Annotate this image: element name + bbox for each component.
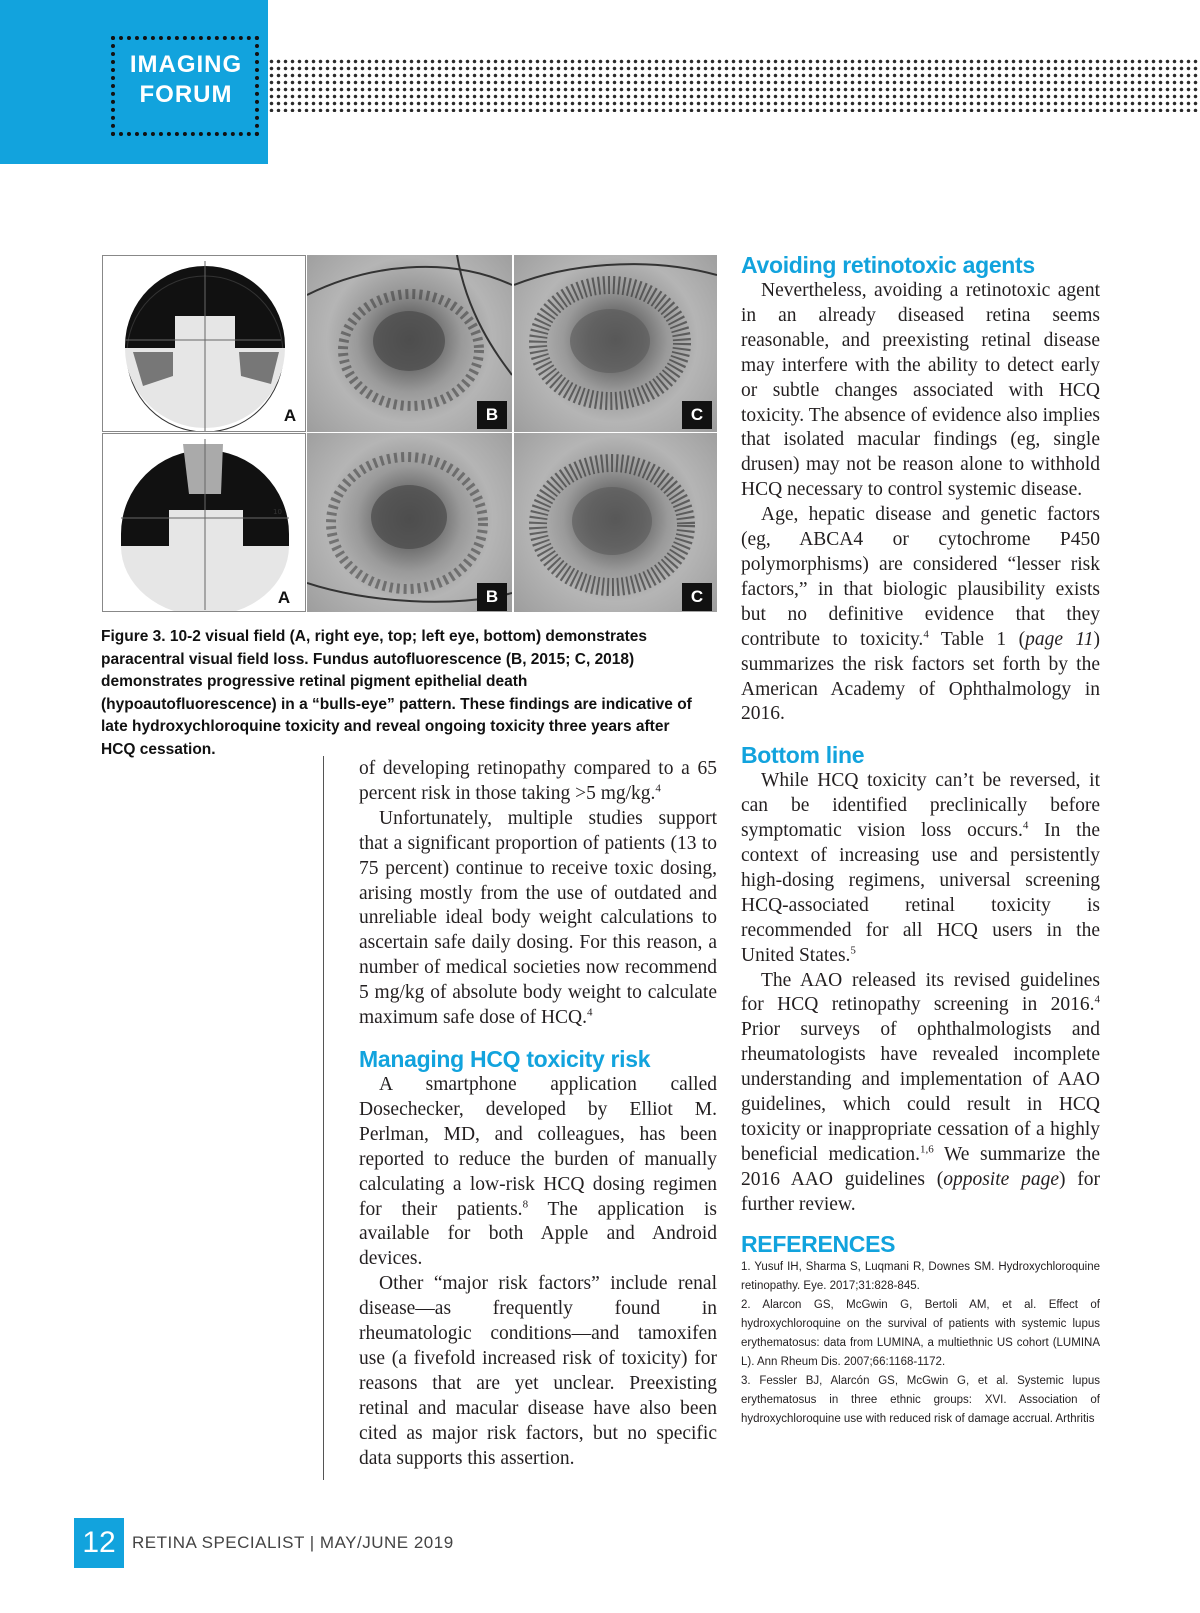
panel-label-b: B [477, 583, 507, 611]
page-number: 12 [82, 1526, 116, 1559]
paragraph: Age, hepatic disease and genetic factors (eg, ABCA4 or cytochrome P450 polymorphisms) are considered “lesser risk factors,” in that biologic plausibility exists but no definitive evidence that they contribute to toxicity.$^4$ Table 1 (page 11) summarizes the risk factors set forth by the American Academy of Ophthalmology in 2016. [741, 504, 1100, 725]
reference-item: 3. Fessler BJ, Alarcón GS, McGwin G, et al. Systemic lupus erythematosus in three ethnic groups: XVI. Association of hydroxychloroquine use with reduced risk of damage accrual. Arthritis [741, 1374, 1100, 1425]
paragraph: Other “major risk factors” include renal disease—as frequently found in rheumatologic conditions—and tamoxifen use (a fivefold increased risk of toxicity) for reasons that are yet unclear. Preexisting retinal and macular disease have also been cited as major risk factors, but no specific data supports this assertion. [359, 1273, 717, 1469]
reference-item: 1. Yusuf IH, Sharma S, Luqmani R, Downes SM. Hydroxychloroquine retinopathy. Eye. 2017;31:828-845. [741, 1260, 1100, 1292]
panel-label-a: A [283, 406, 297, 425]
panel-label-b: B [477, 401, 507, 429]
middle-column [359, 757, 717, 1471]
section-heading-avoiding: Avoiding retinotoxic agents [741, 252, 1035, 278]
paragraph: The AAO released its revised guidelines for HCQ retinopathy screening in 2016.$^4$ Prior surveys of ophthalmologists and rheumatologists have revealed incomplete understanding and implementation of AAO guidelines, which could result in HCQ toxicity or inappropriate cessation of a highly beneficial medication.$^{1,6}$ We summarize the 2016 AAO guidelines (opposite page) for further review. [741, 969, 1101, 1215]
autofluorescence-2018-left-eye [514, 433, 717, 612]
figure-caption: Figure 3. 10-2 visual field (A, right eye, top; left eye, bottom) demonstrates paracentral visual field loss. Fundus autofluorescence (B, 2015; C, 2018) demonstrates progressive retinal pigment epithelial death (hypoautofluorescence) in a “bulls-eye” pattern. These findings are indicative of late hydroxychloroquine toxicity and reveal ongoing toxicity three years after HCQ cessation. [101, 628, 692, 758]
paragraph: of developing retinopathy compared to a 65 percent risk in those taking >5 mg/kg.$^4$ [359, 758, 717, 804]
header-dot-pattern [268, 58, 1200, 112]
panel-label-c: C [682, 583, 712, 611]
reference-item: 2. Alarcon GS, McGwin G, Bertoli AM, et al. Effect of hydroxychloroquine on the survival of patients with systemic lupus erythematosus: data from LUMINA, a multiethnic US cohort (LUMINA L). Ann Rheum Dis. 2007;66:1168-1172. [741, 1298, 1100, 1368]
visual-field-left-eye [102, 433, 306, 612]
reference-list [741, 1258, 1100, 1429]
autofluorescence-2015-left-eye [307, 433, 512, 612]
section-heading-managing: Managing HCQ toxicity risk [359, 1045, 651, 1072]
publication-footer: RETINA SPECIALIST | MAY/JUNE 2019 [132, 1533, 454, 1552]
autofluorescence-2015-right-eye [307, 255, 512, 432]
vf-tick-label: 10 [273, 508, 282, 516]
right-column [741, 251, 1100, 1429]
visual-field-right-eye [102, 255, 306, 432]
section-title: IMAGING FORUM [129, 51, 243, 108]
panel-label-a: A [277, 588, 291, 607]
autofluorescence-2018-right-eye [514, 255, 717, 432]
paragraph: While HCQ toxicity can’t be reversed, it can be identified preclinically before symptomatic vision loss occurs.$^4$ In the context of increasing use and persistently high-dosing regimens, universal screening HCQ-associated retinal toxicity is recommended for all HCQ users in the United States.$^5$ [741, 770, 1100, 966]
section-heading-references: REFERENCES [741, 1230, 896, 1257]
panel-label-c: C [682, 401, 712, 429]
column-divider [323, 756, 324, 1480]
paragraph: Unfortunately, multiple studies support that a significant proportion of patients (13 to 75 percent) continue to receive toxic dosing, arising mostly from the use of outdated and unreliable ideal body weight calculations to ascertain safe daily dosing. For this reason, a number of medical societies now recommend 5 mg/kg of absolute body weight to calculate maximum safe dose of HCQ.$^4$ [359, 807, 717, 1029]
paragraph: A smartphone application called Dosechecker, developed by Elliot M. Perlman, MD, and colleagues, has been reported to reduce the burden of manually calculating a low-risk HCQ dosing regimen for their patients.$^8$ The application is available for both Apple and Android devices. [359, 1073, 718, 1270]
section-heading-bottom-line: Bottom line [741, 742, 865, 769]
paragraph: Nevertheless, avoiding a retinotoxic agent in an already diseased retina seems reasonable, and preexisting retinal disease may interfere with the ability to detect early or subtle changes associated with HCQ toxicity. The absence of evidence also implies that isolated macular findings (eg, single drusen) may not be reason alone to withhold HCQ necessary to control systemic disease. [741, 280, 1100, 501]
